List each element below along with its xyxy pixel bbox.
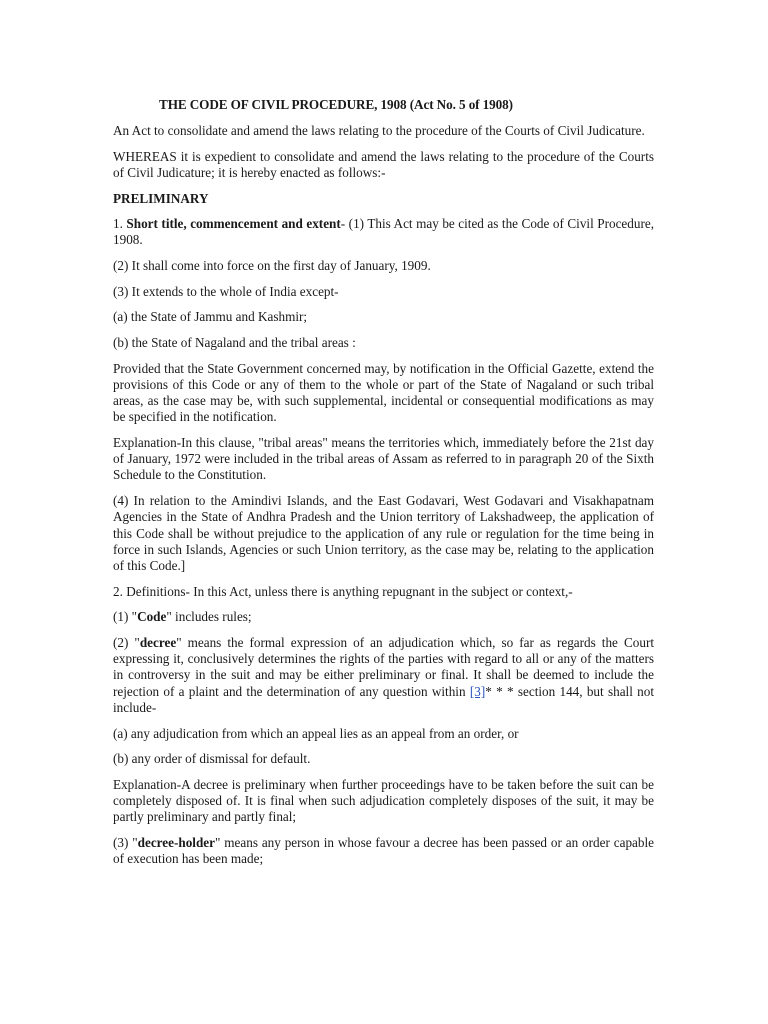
definition-decree-holder-text: " means any person in whose favour a decree has been passed or an order capable of execution has been made; bbox=[113, 835, 654, 867]
act-intro: An Act to consolidate and amend the laws relating to the procedure of the Courts of Civil Judicature. bbox=[113, 123, 645, 139]
section-1-3-b: (b) the State of Nagaland and the tribal areas : bbox=[113, 335, 356, 351]
section-1-number: 1. bbox=[113, 216, 127, 232]
definition-code-text: " includes rules; bbox=[166, 609, 252, 625]
footnote-link-3[interactable]: [3] bbox=[469, 683, 486, 699]
definition-decree-prefix: (2) " bbox=[113, 635, 140, 651]
definition-decree-holder bbox=[113, 835, 654, 867]
definition-decree-term: decree bbox=[139, 635, 177, 651]
section-1-3-a: (a) the State of Jammu and Kashmir; bbox=[113, 309, 308, 325]
definition-decree-holder-term: decree-holder bbox=[137, 835, 216, 851]
definition-decree-b: (b) any order of dismissal for default. bbox=[113, 751, 311, 767]
explanation-decree: Explanation-A decree is preliminary when further proceedings have to be taken before the suit can be completely disposed of. It is final when such adjudication completely disposes of the suit, it may be partly preliminary and partly final; bbox=[113, 777, 654, 825]
explanation-tribal-areas: Explanation-In this clause, "tribal areas" means the territories which, immediately before the 21st day of January, 1972 were included in the tribal areas of Assam as referred to in paragraph 20 of the Sixth Schedule to the Constitution. bbox=[113, 435, 654, 483]
section-1-title: Short title, commencement and extent bbox=[126, 216, 341, 232]
document-title: THE CODE OF CIVIL PROCEDURE, 1908 (Act No. 5 of 1908) bbox=[159, 97, 513, 112]
definition-decree-a: (a) any adjudication from which an appeal lies as an appeal from an order, or bbox=[113, 725, 519, 741]
section-1-2: (2) It shall come into force on the first day of January, 1909. bbox=[113, 257, 431, 273]
section-1 bbox=[113, 216, 654, 248]
definition-code-prefix: (1) " bbox=[113, 609, 138, 625]
document-page bbox=[113, 97, 654, 877]
definition-decree-after: * * * section 144, but shall not include- bbox=[113, 683, 655, 715]
section-2-definitions: 2. Definitions- In this Act, unless there is anything repugnant in the subject or context,- bbox=[113, 583, 573, 599]
proviso-paragraph: Provided that the State Government concerned may, by notification in the Official Gazette, extend the provisions of this Code or any of them to the whole or part of the State of Nagaland or such tribal areas, as the case may be, with such supplemental, incidental or consequential modifications as may be specified in the notification. bbox=[113, 360, 654, 425]
definition-decree-text: " means the formal expression of an adjudication which, so far as regards the Court expressing it, conclusively determines the rights of the parties with regard to all or any of the matters in controversy in the suit and may be either preliminary or final. It shall be deemed to include the rejection of a plaint and the determination of any question within bbox=[113, 635, 654, 699]
section-1-3: (3) It extends to the whole of India except- bbox=[113, 283, 339, 299]
definition-code bbox=[113, 609, 654, 625]
section-1-4: (4) In relation to the Amindivi Islands, and the East Godavari, West Godavari and Visakhapatnam Agencies in the State of Andhra Pradesh and the Union territory of Lakshadweep, the application of this Code shall be without prejudice to the application of any rule or regulation for the time being in force in such Islands, Agencies or such Union territory, as the case may be, relating to the application of this Code.] bbox=[113, 493, 654, 573]
definition-code-term: Code bbox=[137, 609, 167, 625]
whereas-clause: WHEREAS it is expedient to consolidate and amend the laws relating to the procedure of the Courts of Civil Judicature; it is hereby enacted as follows:- bbox=[113, 148, 654, 181]
section-1-text: - (1) This Act may be cited as the Code of Civil Procedure, 1908. bbox=[113, 216, 655, 248]
section-heading-preliminary: PRELIMINARY bbox=[113, 190, 209, 206]
definition-decree bbox=[113, 635, 654, 716]
definition-decree-holder-prefix: (3) " bbox=[113, 835, 138, 851]
